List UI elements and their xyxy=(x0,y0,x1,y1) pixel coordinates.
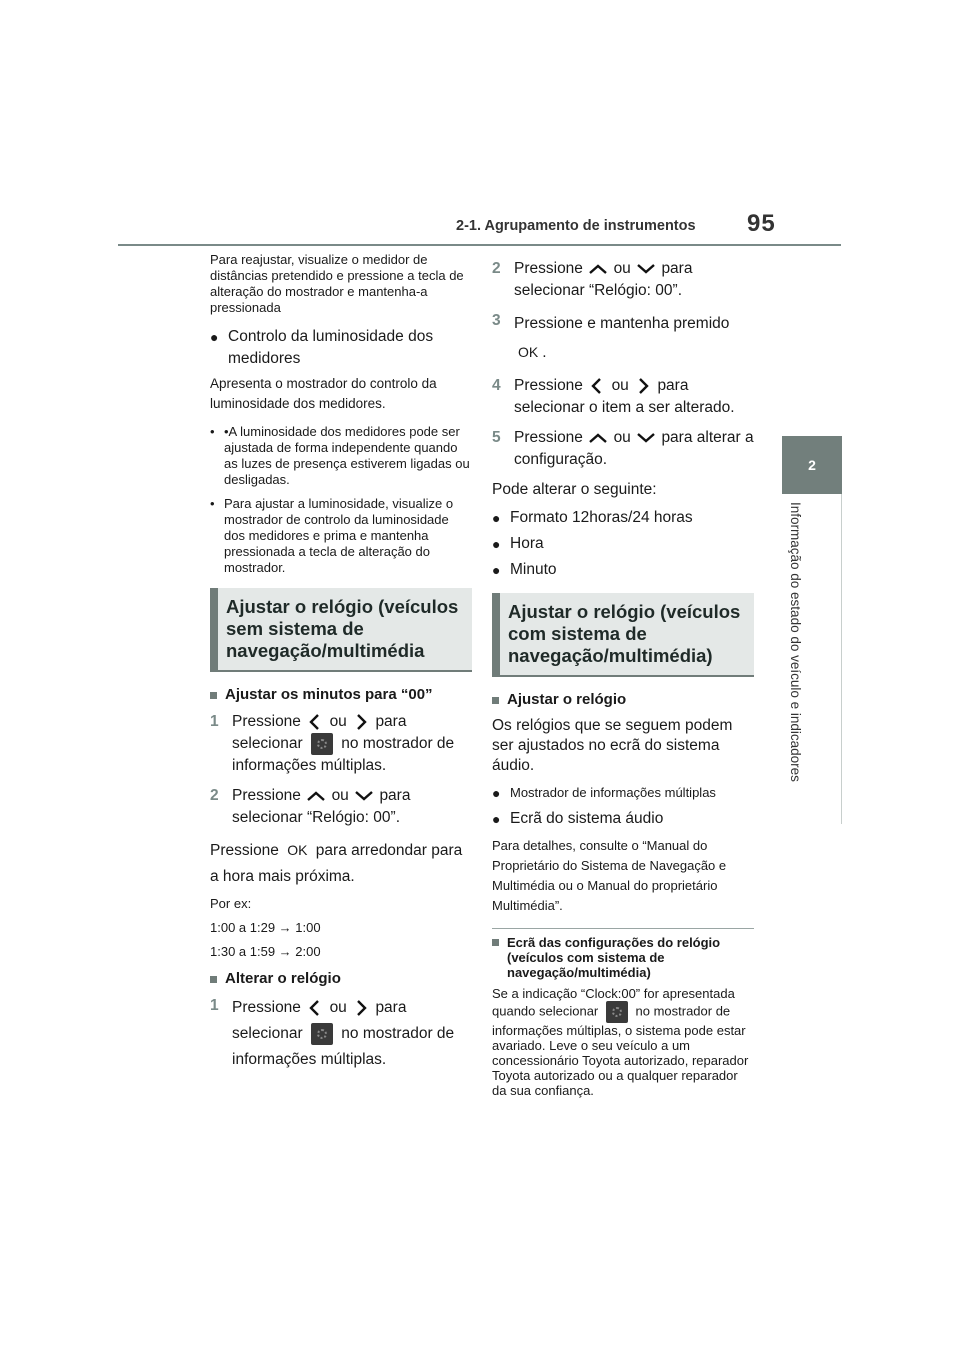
chevron-right-icon xyxy=(351,712,371,732)
example-line: 1:30 a 1:59 → 2:00 xyxy=(210,944,321,960)
display-item xyxy=(492,782,754,804)
adjust-clock-desc: Os relógios que se seguem podem ser ajustados no ecrã do sistema áudio. xyxy=(492,717,733,774)
square-bullet-icon xyxy=(210,976,217,983)
step xyxy=(210,995,472,1073)
brightness-desc: Apresenta o mostrador do controlo da luminosidade dos medidores. xyxy=(210,376,437,411)
bullet-dot-icon: ● xyxy=(492,562,501,578)
chevron-right-icon xyxy=(351,998,371,1018)
right-column xyxy=(492,258,754,1098)
round-text-part: Pressione xyxy=(210,842,279,860)
section-header-no-nav: Ajustar o relógio (veículos sem sistema de navegação/multimédia xyxy=(210,588,472,672)
section-header-with-nav: Ajustar o relógio (veículos com sistema de navegação/multimédia) xyxy=(492,593,754,677)
step-text-part: Pressione xyxy=(232,713,301,730)
step-text-part: para selecionar xyxy=(232,713,407,753)
step-text xyxy=(514,375,754,419)
chevron-down-icon xyxy=(353,788,375,804)
step-text-part: no mostrador de informações múltiplas. xyxy=(232,735,455,775)
step-number: 1 xyxy=(210,713,219,730)
header-rule xyxy=(118,244,841,246)
chevron-left-icon xyxy=(305,712,325,732)
subheading-adjust-clock xyxy=(492,691,754,708)
settings-gear-icon xyxy=(606,1001,628,1023)
dash-marker-icon: • xyxy=(210,496,215,511)
option-item-text: Minuto xyxy=(510,561,557,578)
tab-rule xyxy=(841,494,842,824)
option-item-text: Formato 12horas/24 horas xyxy=(510,509,693,526)
chapter-label-text: Informação do estado do veículo e indicadores xyxy=(788,502,803,782)
bullet-dot-icon: ● xyxy=(492,785,501,801)
option-item-text: Hora xyxy=(510,535,544,552)
step-number: 1 xyxy=(210,997,219,1015)
note-item xyxy=(210,496,472,576)
chevron-left-icon xyxy=(305,998,325,1018)
settings-gear-icon xyxy=(311,1023,333,1045)
step-text-part: para alterar a configuração. xyxy=(514,429,754,468)
chevron-down-icon xyxy=(635,430,657,446)
subheading-minutes-text: Ajustar os minutos para “00” xyxy=(225,686,433,703)
step-number: 2 xyxy=(210,787,219,805)
note-heading-text: Ecrã das configurações do relógio (veículos com sistema de navegação/multimédia) xyxy=(507,935,721,980)
step-text-part: ou xyxy=(613,260,631,277)
example-line: 1:00 a 1:29 → 1:00 xyxy=(210,920,321,936)
subheading-change-clock xyxy=(210,970,472,987)
step xyxy=(210,711,472,777)
step-text-part: no mostrador de informações múltiplas. xyxy=(232,1025,455,1069)
chapter-tab xyxy=(782,436,842,494)
step-text-part: para selecionar o item a ser alterado. xyxy=(514,377,735,416)
round-text-part: para arredondar para a hora mais próxima. xyxy=(210,842,463,886)
step-text-part: para selecionar “Relógio: 00”. xyxy=(514,260,693,299)
display-item-text: Ecrã do sistema áudio xyxy=(510,810,664,827)
step-number: 5 xyxy=(492,429,501,446)
step-text xyxy=(232,995,472,1073)
step-text-part: Pressione e mantenha premido xyxy=(514,315,730,332)
note-item-text: Para ajustar a luminosidade, visualize o mostrador de controlo da luminosidade dos medidores e prima e mantenha pressionada a tecla de alteração do mostrador. xyxy=(224,496,454,575)
subheading-change-clock-text: Alterar o relógio xyxy=(225,970,341,988)
step xyxy=(492,310,754,367)
step-number: 2 xyxy=(492,260,501,277)
chevron-left-icon xyxy=(587,376,607,396)
chevron-up-icon xyxy=(587,430,609,446)
round-instruction xyxy=(210,837,472,890)
note-text-part: no mostrador de informações múltiplas, o sistema pode estar avariado. Leve o seu veículo a um concessionário Toyota autorizado, reparador Toyota autorizado ou a qualquer reparador da sua confiança. xyxy=(492,1003,749,1098)
step-text-part: ou xyxy=(331,787,349,805)
step-text xyxy=(232,785,472,829)
step-text-part: para selecionar “Relógio: 00”. xyxy=(232,787,411,827)
settings-gear-icon xyxy=(311,733,333,755)
display-item-text: Mostrador de informações múltiplas xyxy=(510,785,716,800)
step xyxy=(492,427,754,471)
step-text xyxy=(232,711,472,777)
can-change-text: Pode alterar o seguinte: xyxy=(492,481,657,498)
step-text xyxy=(514,310,754,367)
intro-text: Para reajustar, visualize o medidor de distâncias pretendido e pressione a tecla de alteração do mostrador e mantenha-a pressionada xyxy=(210,252,464,315)
step-text-part: para selecionar xyxy=(232,999,407,1043)
note-text-part: Se a indicação “Clock:00” for apresentada quando selecionar xyxy=(492,986,735,1019)
step-text-part: Pressione xyxy=(232,787,301,805)
step-text-part: ou xyxy=(611,377,629,394)
step-text-part: ou xyxy=(613,429,631,446)
bullet-brightness-text: Controlo da luminosidade dos medidores xyxy=(228,328,434,367)
step-text-part: ou xyxy=(329,713,347,730)
chapter-label xyxy=(788,502,828,832)
subheading-adjust-clock-text: Ajustar o relógio xyxy=(507,691,627,708)
step-text xyxy=(514,427,754,471)
note-heading xyxy=(492,928,754,980)
bullet-dot-icon: ● xyxy=(492,536,501,552)
left-column xyxy=(210,252,472,1081)
step-text-part: Pressione xyxy=(514,377,583,394)
option-item xyxy=(492,533,754,555)
square-bullet-icon xyxy=(210,692,217,699)
bullet-dot-icon: ● xyxy=(210,329,219,345)
square-bullet-icon xyxy=(492,697,499,704)
bullet-dot-icon: ● xyxy=(492,510,501,526)
chevron-up-icon xyxy=(305,788,327,804)
example-label: Por ex: xyxy=(210,896,252,912)
step-text-part: Pressione xyxy=(514,260,583,277)
step-text-part: . xyxy=(542,344,547,361)
step-text-part: Pressione xyxy=(232,999,301,1017)
step-text xyxy=(514,258,754,302)
chevron-down-icon xyxy=(635,261,657,277)
note-item-text: •A luminosidade dos medidores pode ser ajustada de forma independente quando as luzes de presença estiverem ligadas ou desligadas. xyxy=(224,424,470,487)
section-title: 2-1. Agrupamento de instrumentos xyxy=(456,218,696,234)
ok-button-icon: OK xyxy=(518,344,539,360)
bullet-dot-icon: ● xyxy=(492,811,501,827)
note-item xyxy=(210,424,472,488)
bullet-brightness xyxy=(210,326,472,370)
page-number: 95 xyxy=(747,210,776,237)
ok-button-icon: OK xyxy=(287,842,308,859)
square-bullet-icon xyxy=(492,939,499,946)
option-item xyxy=(492,507,754,529)
step-text-part: Pressione xyxy=(514,429,583,446)
display-item xyxy=(492,808,754,830)
step-number: 4 xyxy=(492,377,501,394)
step xyxy=(492,258,754,302)
chevron-up-icon xyxy=(587,261,609,277)
details-text: Para detalhes, consulte o “Manual do Proprietário do Sistema de Navegação e Multimédia ou o Manual do proprietário Multimédia”. xyxy=(492,838,727,913)
subheading-minutes xyxy=(210,686,472,703)
step-number: 3 xyxy=(492,312,501,329)
chevron-right-icon xyxy=(633,376,653,396)
note-heading-row xyxy=(492,935,754,980)
option-item xyxy=(492,559,754,581)
dash-marker-icon: • xyxy=(210,424,215,439)
note-body xyxy=(492,986,754,1098)
chapter-number: 2 xyxy=(808,457,816,473)
step xyxy=(210,785,472,829)
step xyxy=(492,375,754,419)
step-text-part: ou xyxy=(329,999,347,1017)
